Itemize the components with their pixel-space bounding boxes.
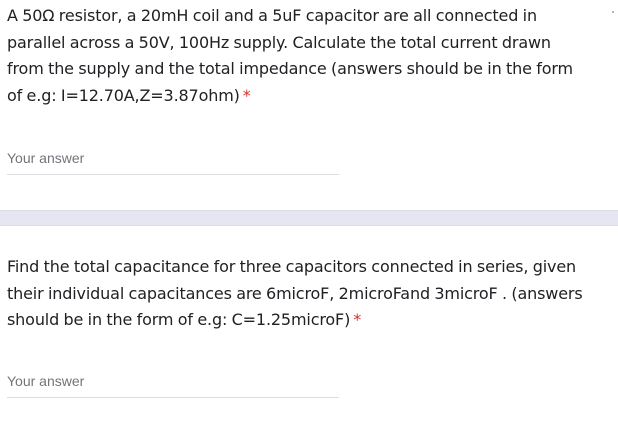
answer-input-1[interactable] <box>7 147 339 175</box>
required-asterisk: * <box>242 85 251 105</box>
question-1-body: A 50Ω resistor, a 20mH coil and a 5uF capacitor are all connected in parallel across a 50V, 100Hz supply. Calculate the total current drawn from the supply and the total impedance (answers should be in the form of e.g: I=12.70A,Z=3.87ohm) <box>7 6 573 105</box>
question-2-body: Find the total capacitance for three capacitors connected in series, given their individual capacitances are 6microF, 2microFand 3microF . (answers should be in the form of e.g: C=1.25microF) <box>7 257 583 329</box>
question-text-1 <box>7 3 607 109</box>
answer-input-2[interactable] <box>7 370 339 398</box>
question-text-2 <box>7 254 607 334</box>
question-card-1 <box>0 0 618 210</box>
corner-dot <box>612 11 614 13</box>
required-asterisk: * <box>353 310 362 329</box>
section-separator <box>0 210 618 226</box>
question-card-2 <box>0 226 618 426</box>
